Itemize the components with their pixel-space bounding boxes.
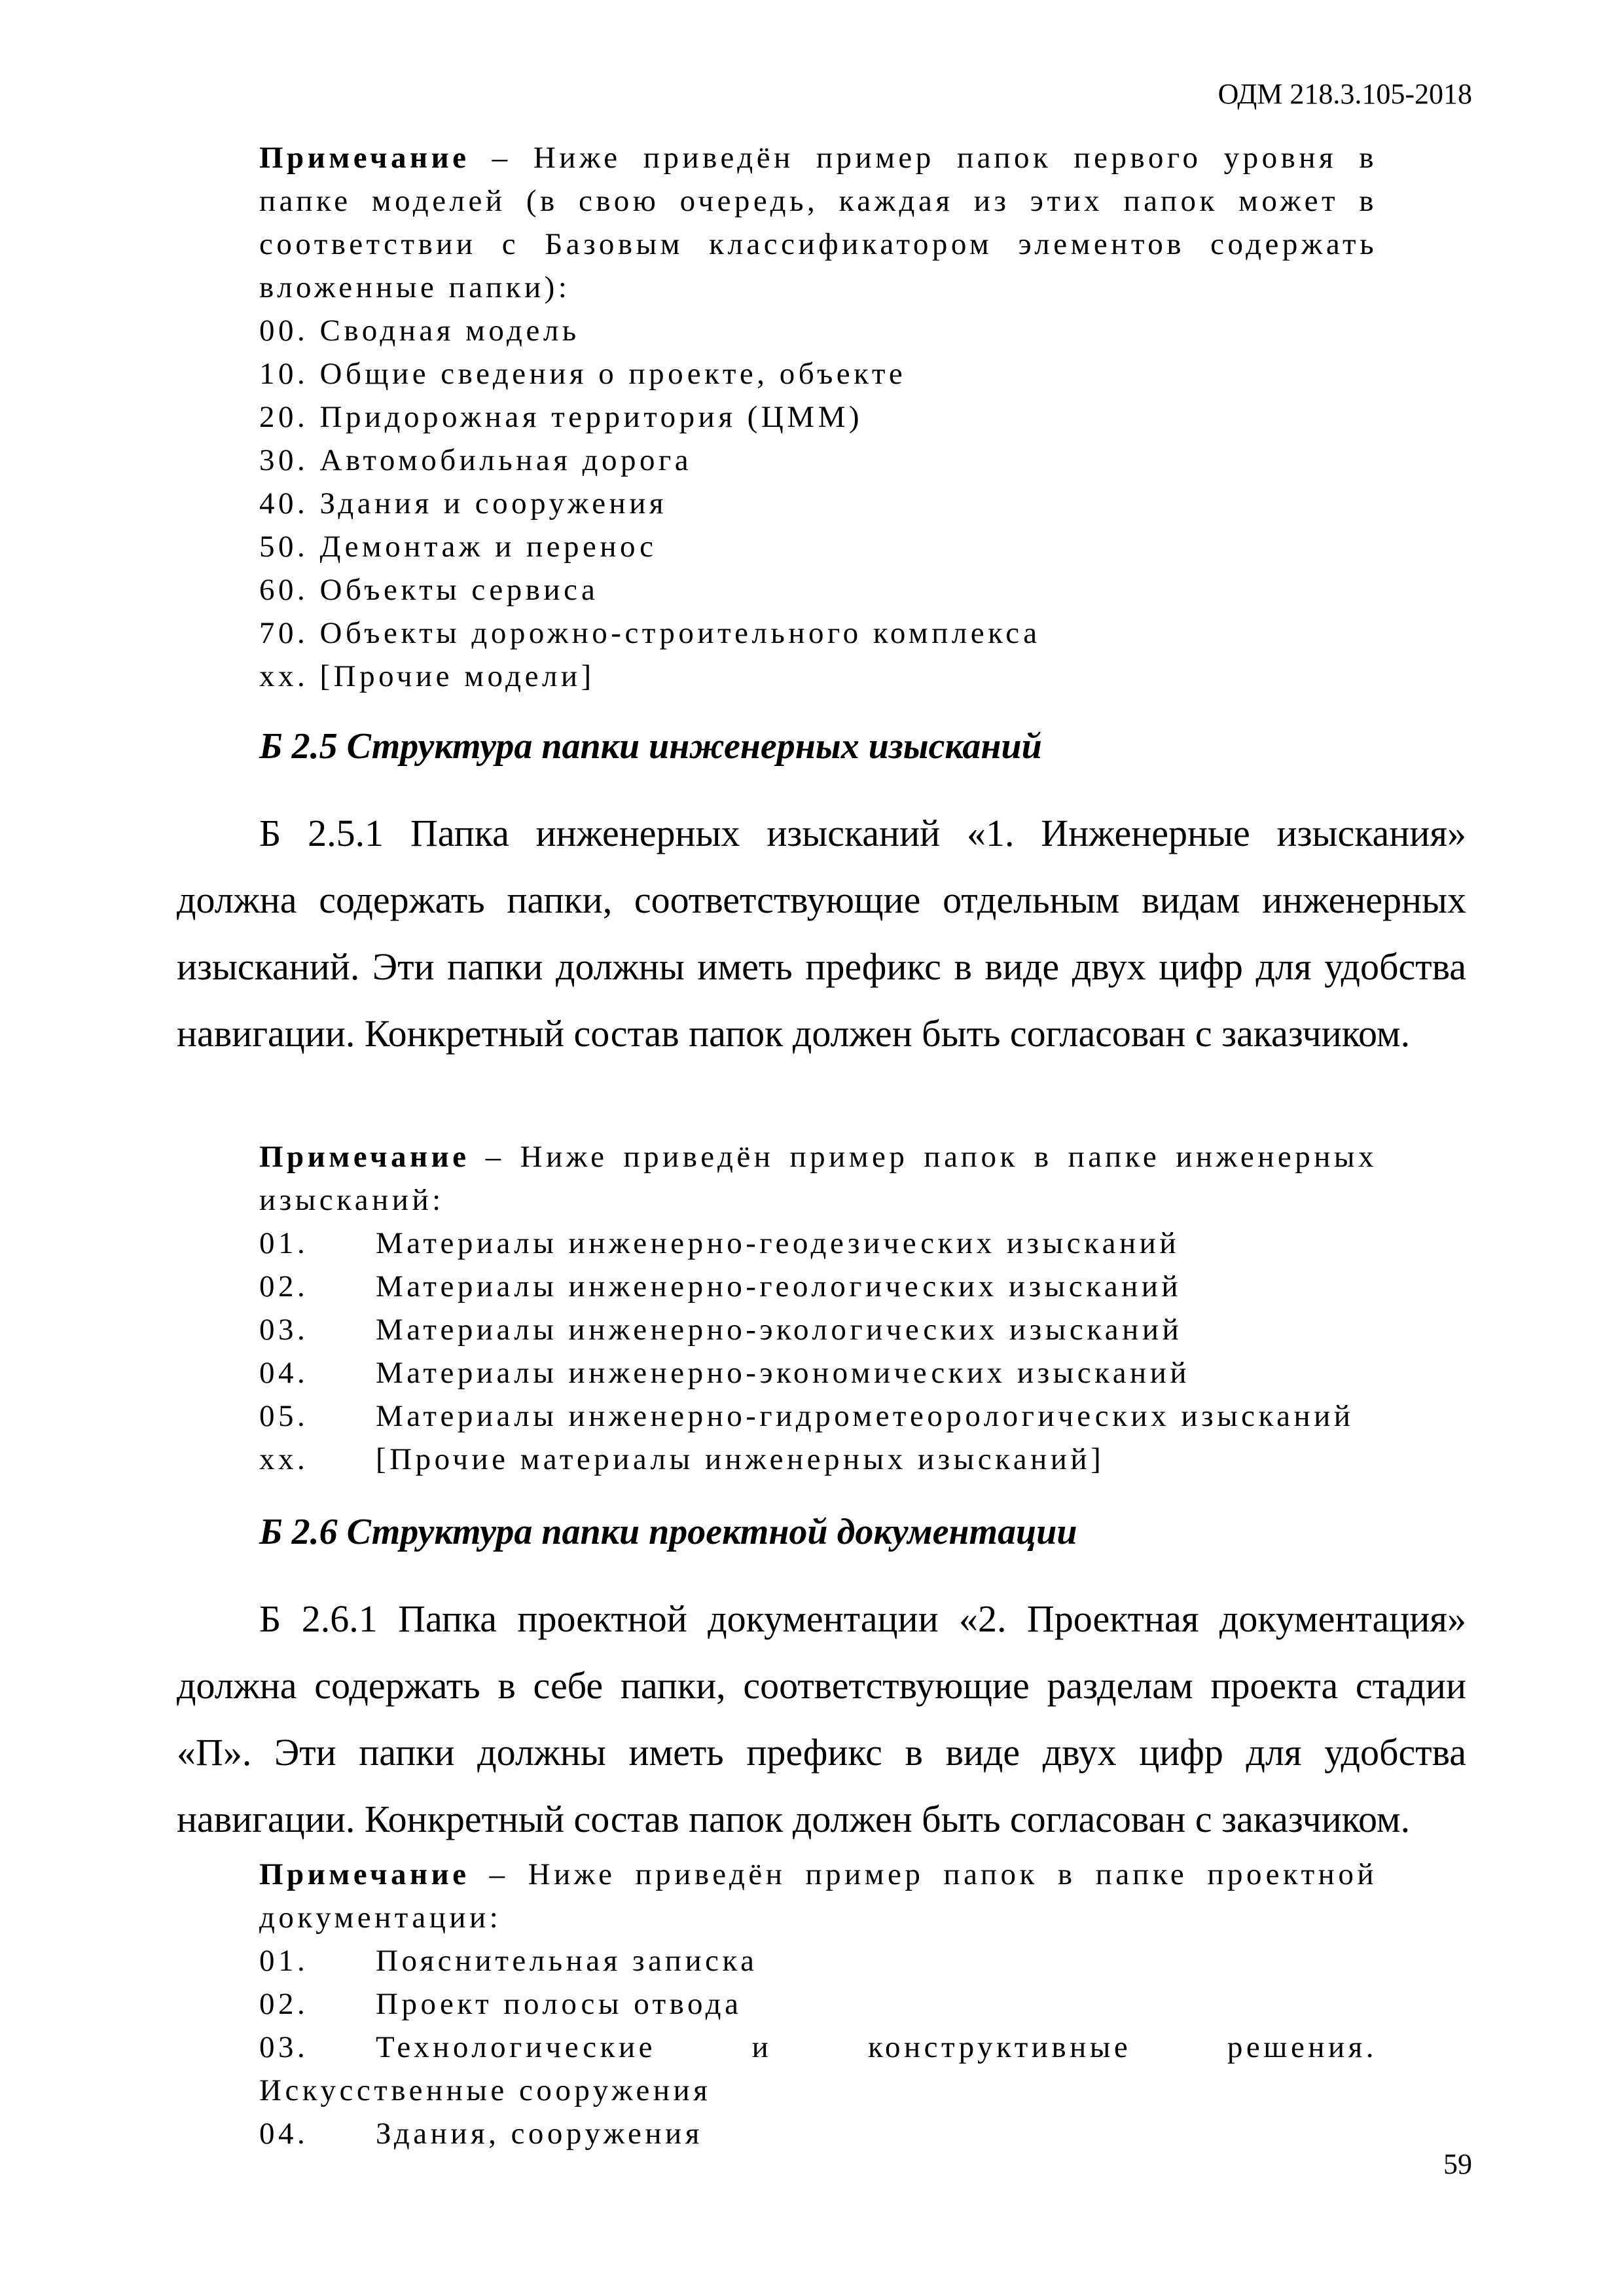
list-item: 40. Здания и сооружения [259, 486, 667, 520]
list-item: 30. Автомобильная дорога [259, 443, 693, 477]
item-number: 01. [259, 1226, 309, 1260]
page-number: 59 [1443, 2148, 1472, 2180]
item-text: Проект полосы отвода [376, 1987, 742, 2021]
list-item: 10. Общие сведения о проекте, объекте [259, 357, 907, 391]
note-project-docs [259, 1853, 1377, 2155]
section-heading-b25: Б 2.5 Структура папки инженерных изысканий [259, 726, 1042, 767]
list-item: 00. Сводная модель [259, 314, 580, 348]
item-text: Материалы инженерно-геологических изысканий [376, 1269, 1182, 1303]
list-item-continuation: Искусственные сооружения [259, 2073, 712, 2107]
note-lead: Примечание [259, 1857, 470, 1891]
list-item [259, 1939, 1377, 1982]
note-lead: Примечание [259, 1140, 470, 1174]
item-text: Технологические и конструктивные решения. [376, 2030, 1377, 2064]
paragraph-b261: Б 2.6.1 Папка проектной документации «2. Проектная документация» должна содержать в себе папки, соответствующие разделам проекта стадии «П». Эти папки должны иметь префикс в виде двух цифр для удобства навигации. Конкретный состав папок должен быть согласован с заказчиком. [177, 1597, 1466, 1840]
note-text [259, 1853, 1377, 1939]
list-item [259, 1265, 1377, 1308]
list-item [259, 1982, 1377, 2026]
item-number: 05. [259, 1399, 309, 1433]
note-text [259, 1135, 1377, 1222]
note-models [259, 136, 1377, 698]
note-surveys [259, 1135, 1377, 1481]
item-number: 04. [259, 1356, 309, 1390]
list-item: 20. Придорожная территория (ЦММ) [259, 400, 863, 434]
list-item: 70. Объекты дорожно-строительного комплекса [259, 616, 1041, 650]
item-number: xx. [259, 1442, 309, 1476]
note-body: – Ниже приведён пример папок первого уровня в папке моделей (в свою очередь, каждая из этих папок может в соответствии с Базовым классификатором элементов содержать вложенные папки): [259, 141, 1377, 304]
item-text: Материалы инженерно-экономических изысканий [376, 1356, 1191, 1390]
item-number: 04. [259, 2117, 309, 2151]
list-item: xx. [Прочие модели] [259, 659, 595, 693]
list-item [259, 2026, 1377, 2069]
list-item [259, 1308, 1377, 1351]
note-body: – Ниже приведён пример папок в папке проектной документации: [259, 1857, 1377, 1935]
item-text: Материалы инженерно-экологических изысканий [376, 1313, 1183, 1347]
item-text: [Прочие материалы инженерных изысканий] [376, 1442, 1105, 1476]
list-item [259, 1438, 1377, 1481]
item-number: 03. [259, 2030, 309, 2064]
list-item [259, 1394, 1377, 1438]
list-item [259, 1351, 1377, 1394]
section-heading-b26: Б 2.6 Структура папки проектной документации [259, 1512, 1077, 1552]
item-number: 03. [259, 1313, 309, 1347]
document-code: ОДМ 218.3.105-2018 [1218, 78, 1472, 110]
list-item [259, 1222, 1377, 1265]
item-text: Материалы инженерно-гидрометеорологических изысканий [376, 1399, 1354, 1433]
note-text [259, 136, 1377, 309]
paragraph-b251: Б 2.5.1 Папка инженерных изысканий «1. Инженерные изыскания» должна содержать папки, соответствующие отдельным видам инженерных изысканий. Эти папки должны иметь префикс в виде двух цифр для удобства навигации. Конкретный состав папок должен быть согласован с заказчиком. [177, 812, 1466, 1055]
item-number: 02. [259, 1987, 309, 2021]
note-lead: Примечание [259, 141, 470, 175]
item-text: Здания, сооружения [376, 2117, 703, 2151]
list-item [259, 2112, 1377, 2155]
item-text: Материалы инженерно-геодезических изысканий [376, 1226, 1180, 1260]
note-body: – Ниже приведён пример папок в папке инженерных изысканий: [259, 1140, 1377, 1217]
item-number: 02. [259, 1269, 309, 1303]
item-number: 01. [259, 1944, 309, 1978]
list-item: 50. Демонтаж и перенос [259, 530, 657, 564]
list-item: 60. Объекты сервиса [259, 573, 599, 607]
item-text: Пояснительная записка [376, 1944, 758, 1978]
